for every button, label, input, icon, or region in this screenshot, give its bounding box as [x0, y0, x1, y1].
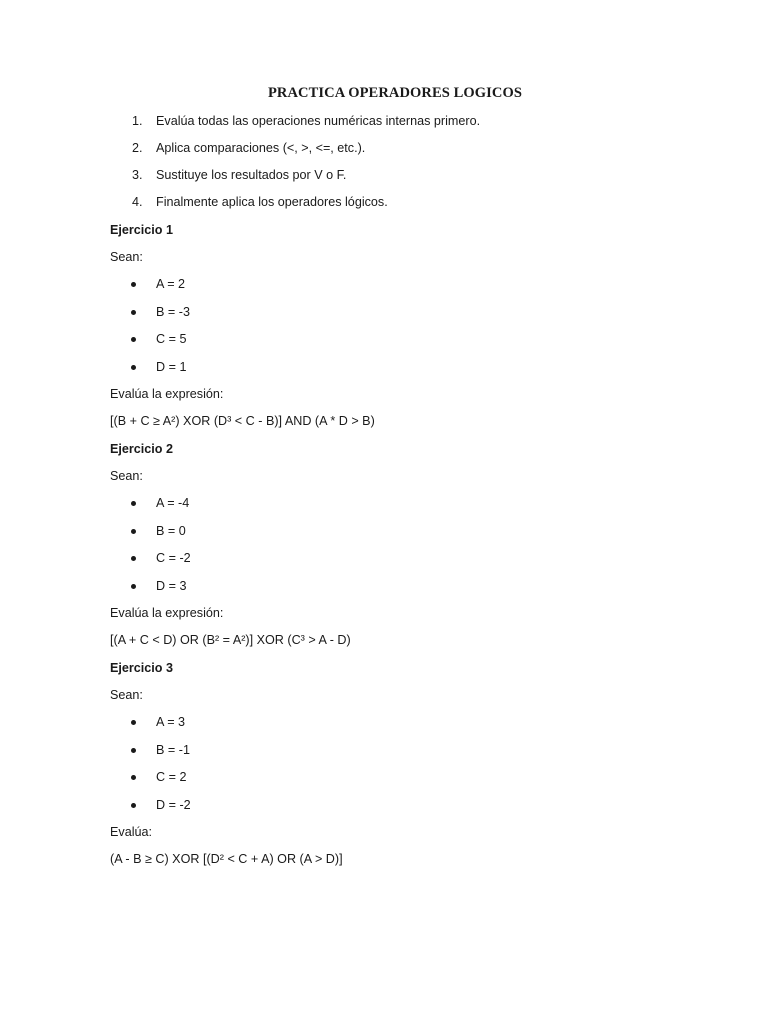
variable-item: A = -4 [156, 496, 190, 510]
exercise-expression: [(B + C ≥ A²) XOR (D³ < C - B)] AND (A * D > B) [110, 414, 375, 428]
step-text: Evalúa todas las operaciones numéricas internas primero. [156, 114, 481, 128]
variable-item: B = 0 [156, 524, 186, 538]
bullet-icon [131, 365, 136, 370]
exercise-intro: Sean: [110, 250, 143, 264]
exercise-heading: Ejercicio 3 [110, 661, 174, 675]
exercise-prompt: Evalúa la expresión: [110, 387, 224, 401]
step-text: Sustituye los resultados por V o F. [156, 168, 347, 182]
step-text: Finalmente aplica los operadores lógicos. [156, 195, 388, 209]
exercise-prompt: Evalúa la expresión: [110, 606, 224, 620]
bullet-icon [131, 501, 136, 506]
bullet-icon [131, 803, 136, 808]
step-number: 1. [132, 114, 143, 128]
exercise-expression: [(A + C < D) OR (B² = A²)] XOR (C³ > A - D) [110, 633, 351, 647]
variable-item: C = 5 [156, 332, 187, 346]
variable-item: C = 2 [156, 770, 187, 784]
step-text: Aplica comparaciones (<, >, <=, etc.). [156, 141, 366, 155]
exercise-heading: Ejercicio 1 [110, 223, 174, 237]
bullet-icon [131, 556, 136, 561]
bullet-icon [131, 584, 136, 589]
bullet-icon [131, 337, 136, 342]
bullet-icon [131, 310, 136, 315]
variable-item: D = -2 [156, 798, 191, 812]
variable-item: A = 2 [156, 277, 186, 291]
variable-item: C = -2 [156, 551, 191, 565]
exercise-heading: Ejercicio 2 [110, 442, 174, 456]
bullet-icon [131, 720, 136, 725]
variable-item: A = 3 [156, 715, 186, 729]
step-number: 4. [132, 195, 143, 209]
exercise-prompt: Evalúa: [110, 825, 153, 839]
bullet-icon [131, 775, 136, 780]
variable-item: D = 1 [156, 360, 187, 374]
document-title: PRACTICA OPERADORES LOGICOS [267, 85, 523, 101]
bullet-icon [131, 282, 136, 287]
exercise-expression: (A - B ≥ C) XOR [(D² < C + A) OR (A > D)] [110, 852, 343, 866]
exercise-intro: Sean: [110, 688, 143, 702]
variable-item: B = -3 [156, 305, 190, 319]
bullet-icon [131, 748, 136, 753]
exercise-intro: Sean: [110, 469, 143, 483]
step-number: 3. [132, 168, 143, 182]
bullet-icon [131, 529, 136, 534]
variable-item: B = -1 [156, 743, 190, 757]
variable-item: D = 3 [156, 579, 187, 593]
step-number: 2. [132, 141, 143, 155]
